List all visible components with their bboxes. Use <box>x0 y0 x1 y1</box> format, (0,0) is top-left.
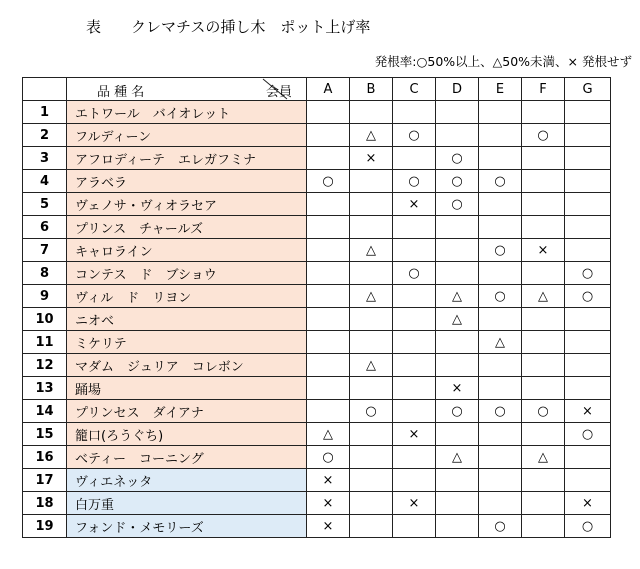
result-cell-a <box>307 124 350 147</box>
result-cell-g: × <box>565 492 611 515</box>
result-cell-d <box>436 423 479 446</box>
result-cell-a: × <box>307 515 350 538</box>
result-cell-a <box>307 216 350 239</box>
result-cell-c <box>393 239 436 262</box>
result-cell-d: △ <box>436 285 479 308</box>
result-cell-f <box>522 515 565 538</box>
result-cell-d: ○ <box>436 147 479 170</box>
header-row <box>23 78 611 101</box>
result-cell-f <box>522 308 565 331</box>
result-cell-b <box>350 170 393 193</box>
variety-name: 籠口(ろうぐち) <box>67 423 307 446</box>
result-cell-e <box>479 101 522 124</box>
result-cell-a <box>307 400 350 423</box>
variety-name: ニオベ <box>67 308 307 331</box>
result-cell-g: ○ <box>565 423 611 446</box>
result-cell-c <box>393 308 436 331</box>
result-cell-c <box>393 147 436 170</box>
result-cell-g: ○ <box>565 515 611 538</box>
member-header-a: A <box>307 78 350 101</box>
row-number: 16 <box>23 446 67 469</box>
result-cell-d: ○ <box>436 170 479 193</box>
result-cell-g <box>565 308 611 331</box>
header-variety-member-cell <box>67 78 307 101</box>
result-cell-d <box>436 239 479 262</box>
result-cell-e <box>479 423 522 446</box>
result-cell-c <box>393 216 436 239</box>
result-cell-d <box>436 216 479 239</box>
row-number: 5 <box>23 193 67 216</box>
variety-name: アラベラ <box>67 170 307 193</box>
result-cell-d: ○ <box>436 193 479 216</box>
result-cell-c: ○ <box>393 262 436 285</box>
result-cell-a <box>307 354 350 377</box>
result-cell-c <box>393 515 436 538</box>
table-row <box>23 285 611 308</box>
result-cell-c <box>393 331 436 354</box>
result-cell-g: × <box>565 400 611 423</box>
result-cell-a: × <box>307 492 350 515</box>
table-row <box>23 193 611 216</box>
result-cell-d <box>436 101 479 124</box>
result-cell-b <box>350 446 393 469</box>
result-cell-b <box>350 515 393 538</box>
result-cell-f: △ <box>522 285 565 308</box>
result-cell-b: △ <box>350 285 393 308</box>
table-row <box>23 331 611 354</box>
variety-name: コンテス ド ブショウ <box>67 262 307 285</box>
result-cell-g <box>565 469 611 492</box>
row-number: 12 <box>23 354 67 377</box>
row-number: 1 <box>23 101 67 124</box>
variety-name: プリンス チャールズ <box>67 216 307 239</box>
variety-name: アフロディーテ エレガフミナ <box>67 147 307 170</box>
result-cell-b: △ <box>350 239 393 262</box>
row-number: 18 <box>23 492 67 515</box>
result-cell-a <box>307 377 350 400</box>
result-cell-g: ○ <box>565 262 611 285</box>
row-number: 14 <box>23 400 67 423</box>
table-row <box>23 354 611 377</box>
result-cell-d <box>436 262 479 285</box>
variety-name: ヴェノサ・ヴィオラセア <box>67 193 307 216</box>
result-cell-e <box>479 193 522 216</box>
variety-name: エトワール バイオレット <box>67 101 307 124</box>
table-row <box>23 492 611 515</box>
table-row <box>23 446 611 469</box>
result-cell-d: △ <box>436 308 479 331</box>
result-cell-g <box>565 331 611 354</box>
result-cell-a: ○ <box>307 170 350 193</box>
result-cell-c: ○ <box>393 170 436 193</box>
result-cell-e: ○ <box>479 170 522 193</box>
result-cell-d <box>436 331 479 354</box>
table-row <box>23 216 611 239</box>
result-cell-c <box>393 469 436 492</box>
table-row <box>23 170 611 193</box>
result-cell-c: × <box>393 423 436 446</box>
result-cell-b: ○ <box>350 400 393 423</box>
result-cell-e: ○ <box>479 239 522 262</box>
row-number: 10 <box>23 308 67 331</box>
variety-name: 踊場 <box>67 377 307 400</box>
result-cell-e: ○ <box>479 285 522 308</box>
rooting-legend: 発根率:○50%以上、△50%未満、× 発根せず <box>374 54 632 69</box>
member-header: 会員 <box>265 85 292 100</box>
result-cell-e <box>479 124 522 147</box>
result-cell-c: × <box>393 193 436 216</box>
result-cell-d: × <box>436 377 479 400</box>
row-number: 7 <box>23 239 67 262</box>
result-cell-g <box>565 239 611 262</box>
table-title: 表 クレマチスの挿し木 ポット上げ率 <box>86 18 371 36</box>
result-cell-g: ○ <box>565 285 611 308</box>
result-cell-b <box>350 469 393 492</box>
result-cell-g <box>565 354 611 377</box>
result-cell-f <box>522 331 565 354</box>
result-cell-g <box>565 147 611 170</box>
variety-name: フルディーン <box>67 124 307 147</box>
row-number: 8 <box>23 262 67 285</box>
result-cell-b <box>350 193 393 216</box>
result-cell-g <box>565 446 611 469</box>
result-cell-b <box>350 492 393 515</box>
result-cell-d: △ <box>436 446 479 469</box>
table-row <box>23 147 611 170</box>
table-row <box>23 400 611 423</box>
table-row <box>23 239 611 262</box>
row-number: 19 <box>23 515 67 538</box>
variety-name: プリンセス ダイアナ <box>67 400 307 423</box>
result-cell-c <box>393 285 436 308</box>
variety-name: 白万重 <box>67 492 307 515</box>
result-cell-e: △ <box>479 331 522 354</box>
member-header-e: E <box>479 78 522 101</box>
result-cell-f <box>522 423 565 446</box>
result-cell-e <box>479 308 522 331</box>
result-cell-c <box>393 377 436 400</box>
row-number: 2 <box>23 124 67 147</box>
result-cell-b: △ <box>350 354 393 377</box>
table-row <box>23 101 611 124</box>
result-cell-d: ○ <box>436 400 479 423</box>
table-row <box>23 423 611 446</box>
result-cell-f <box>522 354 565 377</box>
member-header-c: C <box>393 78 436 101</box>
result-cell-b <box>350 262 393 285</box>
result-cell-f <box>522 101 565 124</box>
row-number: 15 <box>23 423 67 446</box>
result-cell-f <box>522 469 565 492</box>
table-row <box>23 515 611 538</box>
result-cell-a <box>307 285 350 308</box>
variety-name: ベティー コーニング <box>67 446 307 469</box>
result-cell-e <box>479 147 522 170</box>
row-number: 4 <box>23 170 67 193</box>
result-cell-b <box>350 331 393 354</box>
rooting-rate-table <box>22 77 611 538</box>
result-cell-d <box>436 469 479 492</box>
result-cell-e <box>479 446 522 469</box>
result-cell-a <box>307 262 350 285</box>
row-number: 17 <box>23 469 67 492</box>
result-cell-g <box>565 124 611 147</box>
table-row <box>23 308 611 331</box>
result-cell-e <box>479 262 522 285</box>
result-cell-b <box>350 377 393 400</box>
result-cell-c <box>393 400 436 423</box>
result-cell-f <box>522 492 565 515</box>
result-cell-f: △ <box>522 446 565 469</box>
result-cell-a <box>307 147 350 170</box>
result-cell-a: △ <box>307 423 350 446</box>
result-cell-e <box>479 216 522 239</box>
result-cell-d <box>436 492 479 515</box>
result-cell-g <box>565 101 611 124</box>
result-cell-g <box>565 216 611 239</box>
variety-name: ミケリテ <box>67 331 307 354</box>
result-cell-e: ○ <box>479 515 522 538</box>
row-number: 11 <box>23 331 67 354</box>
result-cell-e <box>479 354 522 377</box>
variety-name: フォンド・メモリーズ <box>67 515 307 538</box>
result-cell-b <box>350 423 393 446</box>
result-cell-g <box>565 170 611 193</box>
row-number: 3 <box>23 147 67 170</box>
result-cell-f <box>522 193 565 216</box>
result-cell-a <box>307 193 350 216</box>
table-row <box>23 469 611 492</box>
result-cell-c <box>393 354 436 377</box>
result-cell-a <box>307 331 350 354</box>
member-header-d: D <box>436 78 479 101</box>
result-cell-e <box>479 492 522 515</box>
variety-name: ヴィエネッタ <box>67 469 307 492</box>
result-cell-f <box>522 147 565 170</box>
result-cell-b <box>350 216 393 239</box>
result-cell-b: △ <box>350 124 393 147</box>
result-cell-a <box>307 308 350 331</box>
result-cell-d <box>436 124 479 147</box>
result-cell-b: × <box>350 147 393 170</box>
variety-name: キャロライン <box>67 239 307 262</box>
row-number: 9 <box>23 285 67 308</box>
variety-name-header: 品 種 名 <box>97 85 145 100</box>
member-header-b: B <box>350 78 393 101</box>
result-cell-c: ○ <box>393 124 436 147</box>
result-cell-c <box>393 101 436 124</box>
variety-name: マダム ジュリア コレボン <box>67 354 307 377</box>
result-cell-c <box>393 446 436 469</box>
result-cell-b <box>350 308 393 331</box>
result-cell-f <box>522 262 565 285</box>
result-cell-f: ○ <box>522 400 565 423</box>
result-cell-f: ○ <box>522 124 565 147</box>
result-cell-e: ○ <box>479 400 522 423</box>
result-cell-e <box>479 377 522 400</box>
result-cell-c: × <box>393 492 436 515</box>
result-cell-a: ○ <box>307 446 350 469</box>
result-cell-a <box>307 239 350 262</box>
table-row <box>23 124 611 147</box>
result-cell-f <box>522 216 565 239</box>
header-number-cell <box>23 78 67 101</box>
result-cell-f <box>522 170 565 193</box>
result-cell-d <box>436 354 479 377</box>
result-cell-b <box>350 101 393 124</box>
result-cell-d <box>436 515 479 538</box>
member-header-f: F <box>522 78 565 101</box>
table-row <box>23 377 611 400</box>
table-row <box>23 262 611 285</box>
row-number: 6 <box>23 216 67 239</box>
result-cell-g <box>565 193 611 216</box>
result-cell-a: × <box>307 469 350 492</box>
variety-name: ヴィル ド リヨン <box>67 285 307 308</box>
result-cell-a <box>307 101 350 124</box>
result-cell-g <box>565 377 611 400</box>
result-cell-f <box>522 377 565 400</box>
result-cell-e <box>479 469 522 492</box>
member-header-g: G <box>565 78 611 101</box>
row-number: 13 <box>23 377 67 400</box>
result-cell-f: × <box>522 239 565 262</box>
